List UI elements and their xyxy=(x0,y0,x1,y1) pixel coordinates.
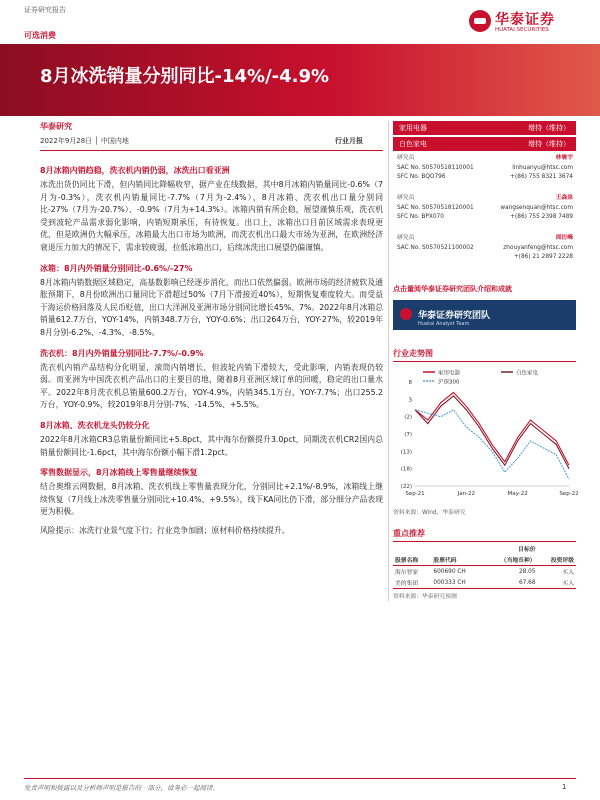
logo-text-cn: 华泰证券 xyxy=(495,12,555,28)
x-tick-label: Sep-21 xyxy=(405,491,425,497)
main-body xyxy=(40,165,383,537)
y-tick-label: (18) xyxy=(400,466,412,473)
legend-label: 家用电器 xyxy=(438,370,461,377)
rec-cell: 000333 CH xyxy=(433,579,466,586)
section-heading: 冰箱：8月内外销量分别同比-0.6%/-27% xyxy=(40,263,193,273)
chart-title: 行业走势图 xyxy=(393,349,433,358)
y-tick-label: 8 xyxy=(408,380,412,386)
rec-header: （当地币种） xyxy=(500,558,536,564)
section-paragraph: 结合奥维云网数据，8月冰箱、洗衣机线上零售量表现分化，分别同比+2.1%/-8.9%，冰箱线上继续恢复（7月线上冰洗零售量分别同比+10.4%、+9.5%），线下KA同比仍下滑，部分细分产品表现更为积极。 xyxy=(40,482,383,517)
section-heading: 8月冰箱、洗衣机龙头仍较分化 xyxy=(40,420,150,430)
x-tick-label: Sep-22 xyxy=(559,491,579,497)
section-heading: 8月冰箱内销趋稳，洗衣机内销仍弱，冰洗出口看亚洲 xyxy=(40,166,230,175)
org-name: 华泰研究 xyxy=(40,122,72,131)
analyst-email[interactable]: wangsenquan@htsc.com xyxy=(500,205,573,211)
rec-cell: 600690 CH xyxy=(433,568,466,575)
analyst-email[interactable]: linhuanyu@htsc.com xyxy=(512,165,573,171)
analyst-role: 研究员 xyxy=(397,235,415,241)
section-paragraph: 2022年8月冰箱CR3总销量份额同比+5.8pct，其中海尔份额提升3.0pct，同期洗衣机CR2国内总销量份额同比-1.6pct，其中海尔份额小幅下滑1.2pct。 xyxy=(40,434,383,457)
rec-cell: 买入 xyxy=(562,570,574,576)
analyst-phone: +(86) 755 8321 3674 xyxy=(510,174,573,180)
team-banner-subtitle: Huatai Analyst Team xyxy=(418,321,470,327)
divider xyxy=(393,541,576,542)
y-tick-label: (13) xyxy=(400,449,412,456)
section-heading: 洗衣机：8月内外销量分别同比-7.7%/-0.9% xyxy=(40,348,204,358)
legend-label: 白色家电 xyxy=(516,370,539,377)
analyst-sfc: SFC No. BPX070 xyxy=(397,214,444,220)
analyst-name: 王森泉 xyxy=(555,195,573,201)
rec-header: 投资评级 xyxy=(550,558,574,564)
x-tick-label: May-22 xyxy=(507,491,528,497)
analyst-card xyxy=(397,234,573,274)
divider xyxy=(393,361,576,362)
analyst-block xyxy=(397,154,573,274)
y-tick-label: (7) xyxy=(404,432,412,438)
rec-cell: 买入 xyxy=(562,581,574,587)
y-tick-label: (2) xyxy=(404,414,412,421)
analyst-role: 研究员 xyxy=(397,155,415,161)
report-kind: 行业月报 xyxy=(335,137,363,145)
rating-sector: 家用电器 xyxy=(399,124,427,132)
section-paragraph: 8月冰箱内销数据区域稳定，高基数影响已经逐步消化，而出口依然偏弱。欧洲市场的经济疲软及通胀预期下，8月份欧洲出口量同比下滑超过50%（7月下滑接近40%），短期恢复难度较大。而受益于海运价格回落及人民币贬值，出口大洋洲及亚洲市场分别同比增长45%、7%。2022年8月冰箱总销量612.7万台，YOY-14%，内销348.7万台，YOY-0.6%；出口264万台，YOY-27%，较2019年8月分别-6.2%、-4.3%、-8.5%。 xyxy=(40,277,383,337)
report-date: 2022年9月28日 │ 中国内地 xyxy=(40,137,129,145)
analyst-card xyxy=(397,154,573,194)
rec-cell: 美的集团 xyxy=(395,581,419,587)
x-tick-label: Jan-22 xyxy=(457,491,476,497)
category-label: 可选消费 xyxy=(24,31,56,40)
analyst-sac: SAC No. S0570518120001 xyxy=(397,205,474,211)
logo-mark-icon xyxy=(469,10,491,32)
rating-value: 增持（维持） xyxy=(528,124,570,132)
legend-label: 沪深300 xyxy=(438,379,460,386)
rec-header: 股票代码 xyxy=(433,558,457,564)
rating-bar xyxy=(393,121,576,135)
section-heading: 零售数据显示，8月冰箱线上零售量继续恢复 xyxy=(40,468,198,478)
team-logo-icon xyxy=(400,308,412,320)
rec-cell: 67.68 xyxy=(518,579,536,586)
analyst-phone: +(86) 21 2897 2228 xyxy=(513,254,573,260)
y-tick-label: (22) xyxy=(400,484,412,490)
column-divider xyxy=(388,121,389,601)
rating-bar xyxy=(393,137,576,151)
rec-header: 目标价 xyxy=(518,547,536,553)
analyst-role: 研究员 xyxy=(397,195,415,201)
analyst-sac: SAC No. S0570518110001 xyxy=(397,165,474,171)
disclaimer: 免责声明和披露以及分析师声明是报告的一部分，请务必一起阅读。 xyxy=(24,784,219,792)
rec-title: 重点推荐 xyxy=(393,529,425,538)
analyst-phone: +(86) 755 2398 7489 xyxy=(510,214,573,220)
page-title: 8月冰洗销量分别同比-14%/-4.9% xyxy=(40,66,330,87)
industry-chart xyxy=(393,364,579,504)
chart-source: 资料来源：Wind，华泰研究 xyxy=(393,510,466,516)
divider xyxy=(40,150,383,151)
team-banner-title: 华泰证券研究团队 xyxy=(418,311,491,321)
analyst-sfc: SFC No. BQO796 xyxy=(397,174,446,180)
rating-value: 增持（维持） xyxy=(528,140,570,148)
section-paragraph: 冰洗出货仍同比下滑，但内销同比降幅收窄，据产业在线数据，其中8月冰箱内销量同比-0.6%（7月为-0.3%），洗衣机内销量同比-7.7%（7月为-2.4%），8月冰箱、洗衣机出口量分别同比-27%（7月为-20.7%）、-0.9%（7月为+14.3%）。冰箱内销有所企稳，展望谨慎乐观，洗衣机受到波轮产品需求弱化影响，内销短期承压，有待恢复。出口上，冰箱出口目前区域需求表现更优，但是欧洲仍大幅承压，冰箱最大出口市场为欧洲，而洗衣机出口最大市场为亚洲，在欧洲经济衰退压力加大的情况下，需求较疲弱，拉低冰箱出口，后续冰洗出口展望仍偏谨慎。 xyxy=(40,180,383,252)
rec-cell: 海尔智家 xyxy=(395,570,419,576)
team-link[interactable]: 点击量阅华泰证券研究团队介绍和成就 xyxy=(393,285,512,293)
footer-rule xyxy=(24,778,576,779)
analyst-email[interactable]: zhouyanfeng@htsc.com xyxy=(503,245,573,251)
table-row xyxy=(393,566,576,578)
page-number: 1 xyxy=(562,783,567,791)
risk-note: 风险提示：冰洗行业景气度下行；行业竞争加剧；原材料价格持续提升。 xyxy=(40,525,290,535)
rec-table xyxy=(393,543,576,589)
table-row xyxy=(393,577,576,589)
analyst-card xyxy=(397,194,573,234)
report-type-label: 证券研究报告 xyxy=(24,6,66,14)
rec-cell: 28.05 xyxy=(518,568,536,575)
rec-source: 资料来源：华泰研究预测 xyxy=(393,594,457,600)
section-paragraph: 洗衣机内销产品结构分化明显，滚筒内销增长，但波轮内销下滑较大，受此影响，内销表现仍较弱。而亚洲为中国洗衣机产品出口的主要目的地，随着8月亚洲区域订单的回暖，稳定的出口量水平。2022年8月洗衣机总销量600.2万台，YOY-4.9%，内销345.1万台，YOY-7.7%；出口255.2万台，YOY-0.9%，较2019年8月分别-7%、-14.5%、+5.5%。 xyxy=(40,362,383,410)
analyst-name: 周衍峰 xyxy=(555,235,573,241)
huatai-logo xyxy=(469,6,575,40)
rating-sector: 白色家电 xyxy=(399,140,427,148)
logo-text-en: HUATAI SECURITIES xyxy=(495,27,549,33)
rec-header: 股票名称 xyxy=(395,558,419,564)
analyst-sac: SAC No. S0570521100002 xyxy=(397,245,474,251)
y-tick-label: 3 xyxy=(408,397,412,404)
rec-table-wrap xyxy=(393,543,576,600)
analyst-name: 林寰宇 xyxy=(555,155,573,161)
series-line xyxy=(415,392,569,465)
